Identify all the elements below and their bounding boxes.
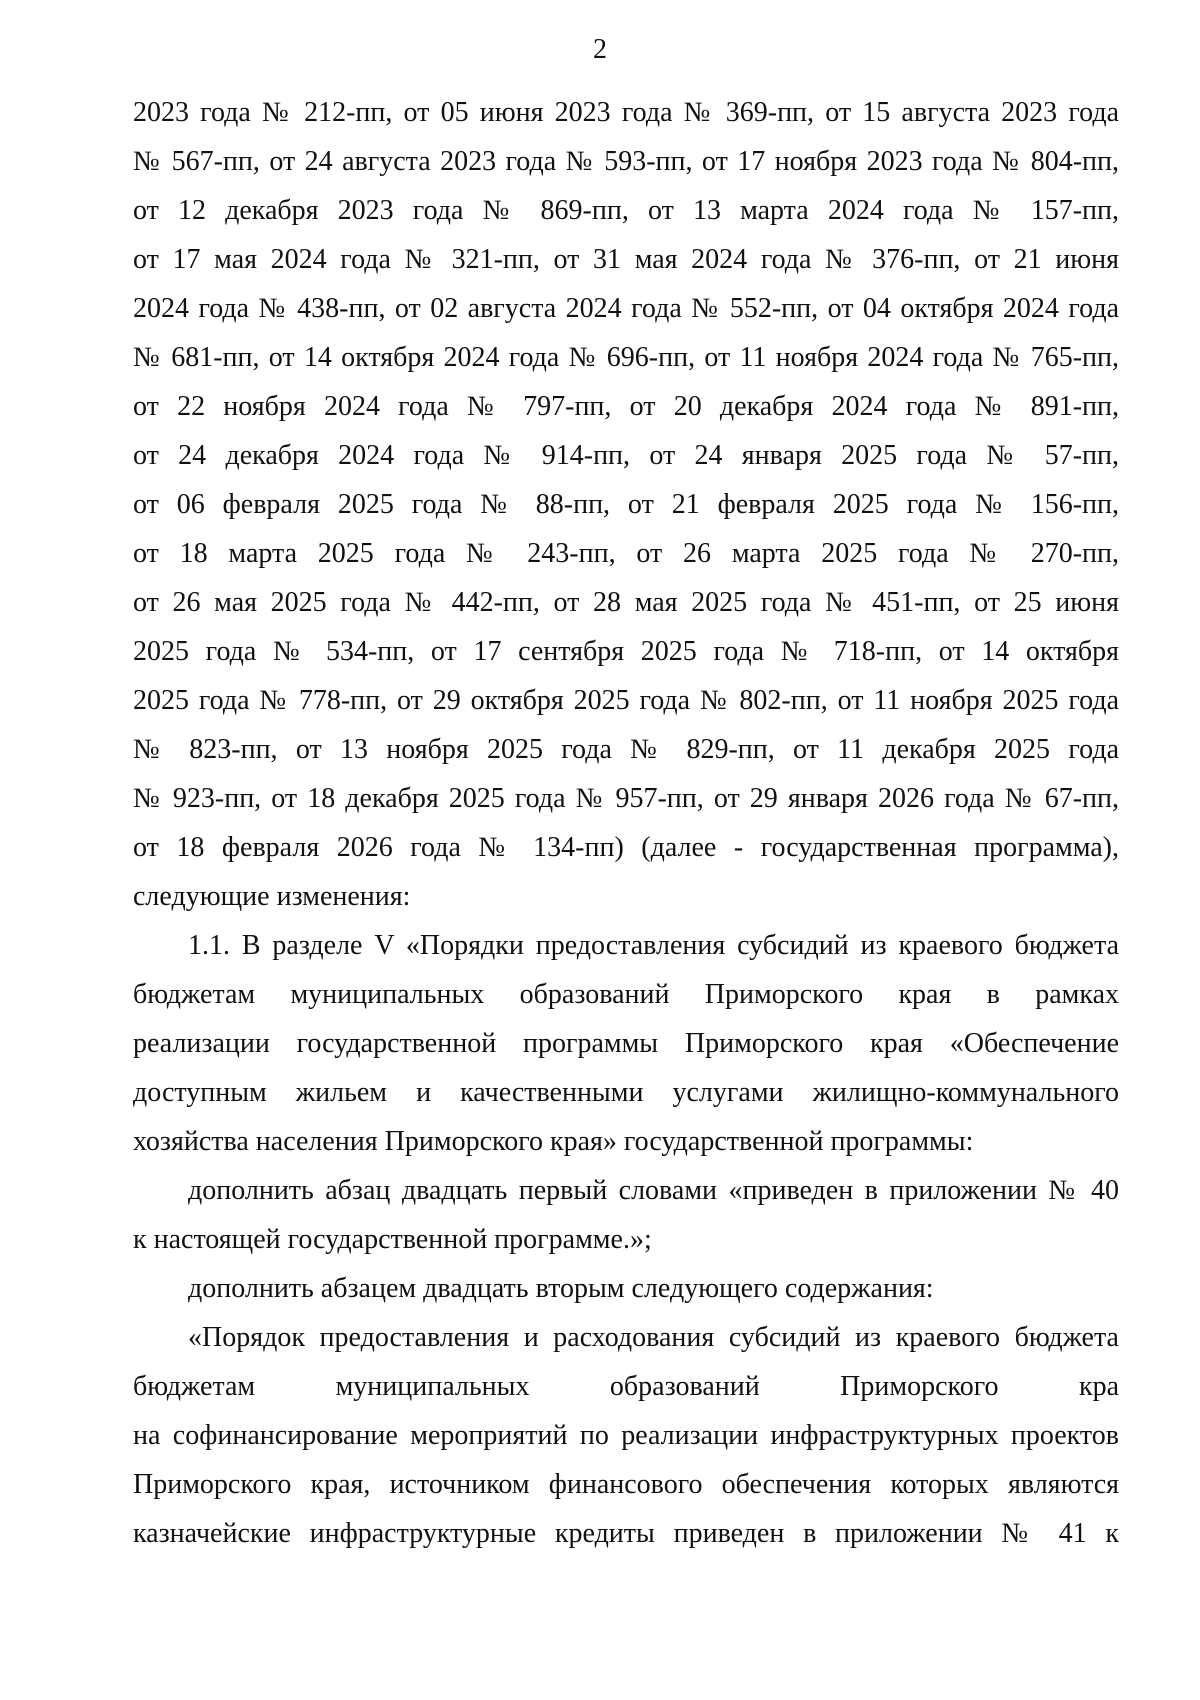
text-line: от 17 мая 2024 года № 321-пп, от 31 мая 2024 года № 376-пп, от 21 июня bbox=[133, 244, 1119, 275]
page-number: 2 bbox=[593, 34, 607, 65]
text-line: следующие изменения: bbox=[133, 881, 411, 912]
text-line: от 12 декабря 2023 года № 869-пп, от 13 марта 2024 года № 157-пп, bbox=[133, 195, 1119, 226]
text-line: доступным жильем и качественными услугами жилищно-коммунального bbox=[133, 1077, 1119, 1108]
text-line: реализации государственной программы Приморского края «Обеспечение bbox=[133, 1028, 1119, 1059]
text-line: 2025 года № 534-пп, от 17 сентября 2025 года № 718-пп, от 14 октября bbox=[133, 636, 1119, 667]
text-line: от 22 ноября 2024 года № 797-пп, от 20 декабря 2024 года № 891-пп, bbox=[133, 391, 1119, 422]
text-line: от 06 февраля 2025 года № 88-пп, от 21 февраля 2025 года № 156-пп, bbox=[133, 489, 1119, 520]
text-line: казначейские инфраструктурные кредиты приведен в приложении № 41 к bbox=[133, 1518, 1119, 1549]
text-line: хозяйства населения Приморского края» государственной программы: bbox=[133, 1126, 974, 1157]
text-line: дополнить абзац двадцать первый словами «приведен в приложении № 40 bbox=[188, 1175, 1119, 1206]
document-body bbox=[133, 88, 1119, 1558]
text-line: 2023 года № 212-пп, от 05 июня 2023 года № 369-пп, от 15 августа 2023 года bbox=[133, 97, 1119, 128]
text-line: от 24 декабря 2024 года № 914-пп, от 24 января 2025 года № 57-пп, bbox=[133, 440, 1119, 471]
text-line: от 18 марта 2025 года № 243-пп, от 26 марта 2025 года № 270-пп, bbox=[133, 538, 1119, 569]
text-line: «Порядок предоставления и расходования субсидий из краевого бюджета bbox=[188, 1322, 1119, 1353]
text-line: бюджетам муниципальных образований Приморского края в рамках bbox=[133, 979, 1119, 1010]
text-line: к настоящей государственной программе.»; bbox=[133, 1224, 652, 1255]
text-line: от 26 мая 2025 года № 442-пп, от 28 мая 2025 года № 451-пп, от 25 июня bbox=[133, 587, 1119, 618]
text-line: бюджетам муниципальных образований Приморского кра bbox=[133, 1371, 1119, 1402]
text-line: № 823-пп, от 13 ноября 2025 года № 829-пп, от 11 декабря 2025 года bbox=[133, 734, 1119, 765]
text-line: 2025 года № 778-пп, от 29 октября 2025 года № 802-пп, от 11 ноября 2025 года bbox=[133, 685, 1119, 716]
text-line: 1.1. В разделе V «Порядки предоставления субсидий из краевого бюджета bbox=[188, 930, 1119, 961]
text-line: Приморского края, источником финансового обеспечения которых являются bbox=[133, 1469, 1119, 1500]
text-line: № 923-пп, от 18 декабря 2025 года № 957-пп, от 29 января 2026 года № 67-пп, bbox=[133, 783, 1119, 814]
text-line: № 567-пп, от 24 августа 2023 года № 593-пп, от 17 ноября 2023 года № 804-пп, bbox=[133, 146, 1119, 177]
text-line: дополнить абзацем двадцать вторым следующего содержания: bbox=[188, 1273, 934, 1304]
text-line: от 18 февраля 2026 года № 134-пп) (далее - государственная программа), bbox=[133, 832, 1119, 863]
text-line: 2024 года № 438-пп, от 02 августа 2024 года № 552-пп, от 04 октября 2024 года bbox=[133, 293, 1119, 324]
text-line: на софинансирование мероприятий по реализации инфраструктурных проектов bbox=[133, 1420, 1119, 1451]
text-line: № 681-пп, от 14 октября 2024 года № 696-пп, от 11 ноября 2024 года № 765-пп, bbox=[133, 342, 1119, 373]
